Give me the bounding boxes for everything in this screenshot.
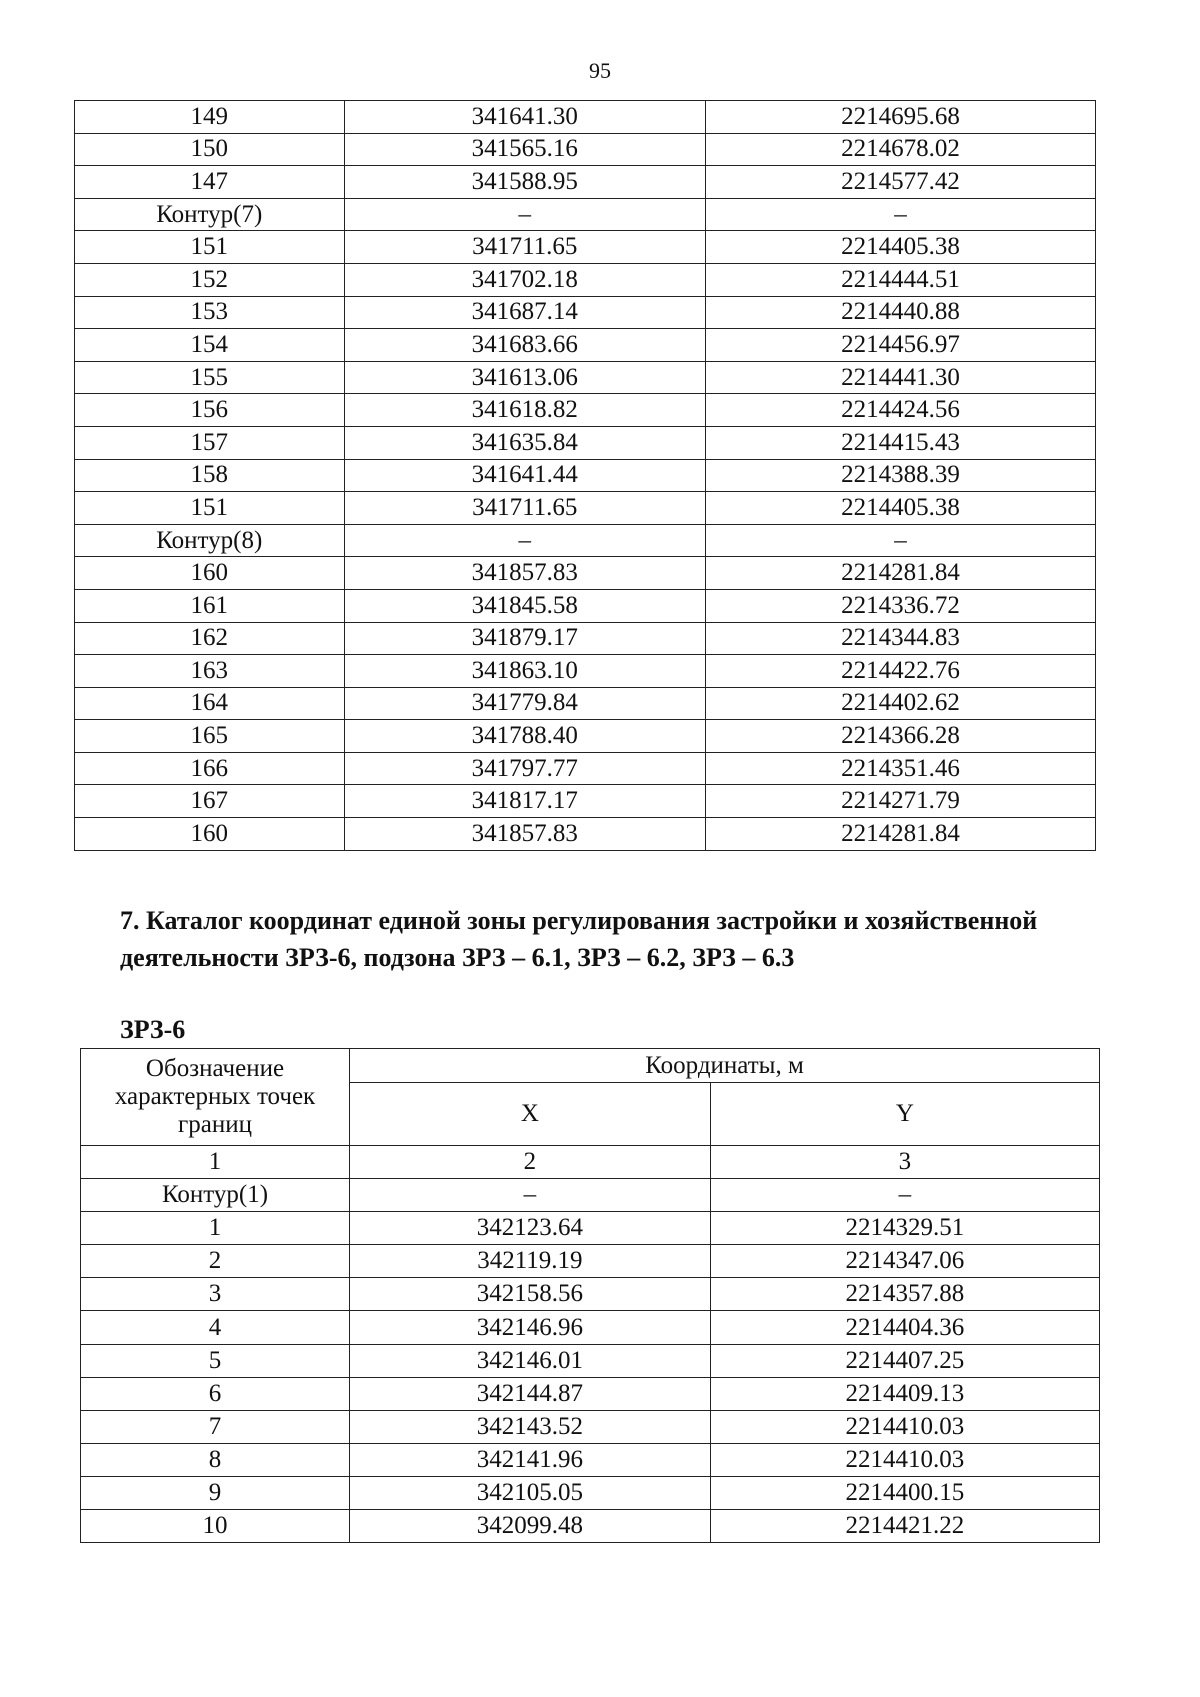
table-row	[81, 1510, 1100, 1543]
y-coordinate-cell: –	[705, 198, 1095, 231]
point-id-cell: 7	[81, 1410, 350, 1443]
header-x-label: X	[350, 1083, 711, 1146]
table-row	[81, 1344, 1100, 1377]
y-coordinate-cell: 2214351.46	[705, 752, 1095, 785]
point-id-cell: 161	[75, 589, 345, 622]
x-coordinate-cell: 341711.65	[344, 231, 705, 264]
point-id-cell: 147	[75, 166, 345, 199]
point-id-cell: 150	[75, 133, 345, 166]
header-points-label: Обозначение характерных точек границ	[81, 1049, 350, 1146]
y-coordinate-cell: 2214336.72	[705, 589, 1095, 622]
x-coordinate-cell: 342105.05	[350, 1476, 711, 1509]
y-coordinate-cell: 2214444.51	[705, 263, 1095, 296]
x-coordinate-cell: 341683.66	[344, 329, 705, 362]
table-row	[75, 231, 1096, 264]
point-id-cell: 164	[75, 687, 345, 720]
table-row	[75, 361, 1096, 394]
point-id-cell: 162	[75, 622, 345, 655]
point-id-cell: 154	[75, 329, 345, 362]
point-id-cell: Контур(7)	[75, 198, 345, 231]
point-id-cell: 166	[75, 752, 345, 785]
table-row	[81, 1245, 1100, 1278]
x-coordinate-cell: 342158.56	[350, 1278, 711, 1311]
point-id-cell: 156	[75, 394, 345, 427]
table-row	[81, 1377, 1100, 1410]
point-id-cell: 3	[81, 1278, 350, 1311]
coordinates-table-zrz6	[80, 1048, 1100, 1543]
point-id-cell: 8	[81, 1443, 350, 1476]
table-row	[81, 1278, 1100, 1311]
point-id-cell: 152	[75, 263, 345, 296]
coordinates-table-continued	[74, 100, 1096, 851]
table-row	[75, 524, 1096, 557]
x-coordinate-cell: 341863.10	[344, 655, 705, 688]
y-coordinate-cell: 2214456.97	[705, 329, 1095, 362]
x-coordinate-cell: –	[350, 1179, 711, 1212]
point-id-cell: 155	[75, 361, 345, 394]
y-coordinate-cell: 2214329.51	[710, 1212, 1099, 1245]
y-coordinate-cell: –	[710, 1179, 1099, 1212]
column-number: 2	[350, 1146, 711, 1179]
point-id-cell: 1	[81, 1212, 350, 1245]
table-row	[75, 557, 1096, 590]
table-row	[75, 263, 1096, 296]
x-coordinate-cell: 341797.77	[344, 752, 705, 785]
x-coordinate-cell: 341779.84	[344, 687, 705, 720]
x-coordinate-cell: 341641.30	[344, 101, 705, 134]
table-row	[81, 1443, 1100, 1476]
column-number: 1	[81, 1146, 350, 1179]
x-coordinate-cell: 341788.40	[344, 720, 705, 753]
x-coordinate-cell: 341613.06	[344, 361, 705, 394]
x-coordinate-cell: 341817.17	[344, 785, 705, 818]
x-coordinate-cell: 341588.95	[344, 166, 705, 199]
y-coordinate-cell: 2214421.22	[710, 1510, 1099, 1543]
y-coordinate-cell: 2214366.28	[705, 720, 1095, 753]
x-coordinate-cell: 342144.87	[350, 1377, 711, 1410]
header-y-label: Y	[710, 1083, 1099, 1146]
x-coordinate-cell: 342146.96	[350, 1311, 711, 1344]
x-coordinate-cell: 341711.65	[344, 492, 705, 525]
y-coordinate-cell: 2214388.39	[705, 459, 1095, 492]
table-row	[81, 1311, 1100, 1344]
y-coordinate-cell: 2214404.36	[710, 1311, 1099, 1344]
column-number: 3	[710, 1146, 1099, 1179]
point-id-cell: 10	[81, 1510, 350, 1543]
table-row	[75, 687, 1096, 720]
bottom-table-body	[81, 1179, 1100, 1543]
point-id-cell: Контур(8)	[75, 524, 345, 557]
point-id-cell: 149	[75, 101, 345, 134]
x-coordinate-cell: 342146.01	[350, 1344, 711, 1377]
x-coordinate-cell: –	[344, 524, 705, 557]
point-id-cell: 151	[75, 231, 345, 264]
point-id-cell: 158	[75, 459, 345, 492]
table-row	[75, 818, 1096, 851]
table-row	[81, 1179, 1100, 1212]
table-row	[75, 720, 1096, 753]
point-id-cell: 160	[75, 818, 345, 851]
point-id-cell: 153	[75, 296, 345, 329]
point-id-cell: 167	[75, 785, 345, 818]
table-row	[81, 1212, 1100, 1245]
y-coordinate-cell: 2214271.79	[705, 785, 1095, 818]
y-coordinate-cell: 2214678.02	[705, 133, 1095, 166]
x-coordinate-cell: 341845.58	[344, 589, 705, 622]
column-number-row	[81, 1146, 1100, 1179]
point-id-cell: 160	[75, 557, 345, 590]
point-id-cell: 9	[81, 1476, 350, 1509]
y-coordinate-cell: 2214415.43	[705, 426, 1095, 459]
x-coordinate-cell: 342141.96	[350, 1443, 711, 1476]
table-row	[75, 785, 1096, 818]
header-row	[81, 1049, 1100, 1083]
y-coordinate-cell: 2214405.38	[705, 492, 1095, 525]
point-id-cell: 157	[75, 426, 345, 459]
x-coordinate-cell: 342123.64	[350, 1212, 711, 1245]
table-row	[75, 459, 1096, 492]
point-id-cell: 165	[75, 720, 345, 753]
table-row	[75, 394, 1096, 427]
table-row	[75, 166, 1096, 199]
point-id-cell: Контур(1)	[81, 1179, 350, 1212]
y-coordinate-cell: 2214357.88	[710, 1278, 1099, 1311]
x-coordinate-cell: 342099.48	[350, 1510, 711, 1543]
y-coordinate-cell: 2214695.68	[705, 101, 1095, 134]
top-table-body	[75, 101, 1096, 851]
y-coordinate-cell: 2214410.03	[710, 1410, 1099, 1443]
table-row	[75, 426, 1096, 459]
page-number: 95	[589, 58, 611, 83]
y-coordinate-cell: 2214400.15	[710, 1476, 1099, 1509]
x-coordinate-cell: 342119.19	[350, 1245, 711, 1278]
point-id-cell: 2	[81, 1245, 350, 1278]
y-coordinate-cell: 2214281.84	[705, 557, 1095, 590]
y-coordinate-cell: 2214410.03	[710, 1443, 1099, 1476]
y-coordinate-cell: 2214440.88	[705, 296, 1095, 329]
section-heading: 7. Каталог координат единой зоны регулирования застройки и хозяйственной деятельности ЗРЗ-6, подзона ЗРЗ – 6.1, ЗРЗ – 6.2, ЗРЗ – 6.3	[120, 906, 1038, 972]
x-coordinate-cell: 341641.44	[344, 459, 705, 492]
point-id-cell: 151	[75, 492, 345, 525]
table-row	[75, 655, 1096, 688]
y-coordinate-cell: –	[705, 524, 1095, 557]
table-row	[75, 296, 1096, 329]
x-coordinate-cell: 342143.52	[350, 1410, 711, 1443]
table-row	[75, 101, 1096, 134]
table-caption: ЗРЗ-6	[120, 1015, 186, 1044]
point-id-cell: 163	[75, 655, 345, 688]
point-id-cell: 4	[81, 1311, 350, 1344]
header-coords-label: Координаты, м	[350, 1049, 1100, 1083]
table-row	[75, 329, 1096, 362]
y-coordinate-cell: 2214407.25	[710, 1344, 1099, 1377]
table-row	[75, 198, 1096, 231]
x-coordinate-cell: 341635.84	[344, 426, 705, 459]
table-row	[75, 133, 1096, 166]
x-coordinate-cell: –	[344, 198, 705, 231]
point-id-cell: 5	[81, 1344, 350, 1377]
y-coordinate-cell: 2214347.06	[710, 1245, 1099, 1278]
y-coordinate-cell: 2214409.13	[710, 1377, 1099, 1410]
y-coordinate-cell: 2214577.42	[705, 166, 1095, 199]
point-id-cell: 6	[81, 1377, 350, 1410]
x-coordinate-cell: 341879.17	[344, 622, 705, 655]
y-coordinate-cell: 2214402.62	[705, 687, 1095, 720]
table-row	[75, 752, 1096, 785]
y-coordinate-cell: 2214405.38	[705, 231, 1095, 264]
x-coordinate-cell: 341857.83	[344, 557, 705, 590]
y-coordinate-cell: 2214281.84	[705, 818, 1095, 851]
y-coordinate-cell: 2214344.83	[705, 622, 1095, 655]
table-row	[75, 589, 1096, 622]
table-row	[75, 622, 1096, 655]
y-coordinate-cell: 2214441.30	[705, 361, 1095, 394]
table-header	[81, 1049, 1100, 1179]
x-coordinate-cell: 341702.18	[344, 263, 705, 296]
table-row	[81, 1476, 1100, 1509]
x-coordinate-cell: 341687.14	[344, 296, 705, 329]
y-coordinate-cell: 2214424.56	[705, 394, 1095, 427]
x-coordinate-cell: 341857.83	[344, 818, 705, 851]
x-coordinate-cell: 341565.16	[344, 133, 705, 166]
table-row	[75, 492, 1096, 525]
x-coordinate-cell: 341618.82	[344, 394, 705, 427]
y-coordinate-cell: 2214422.76	[705, 655, 1095, 688]
table-row	[81, 1410, 1100, 1443]
